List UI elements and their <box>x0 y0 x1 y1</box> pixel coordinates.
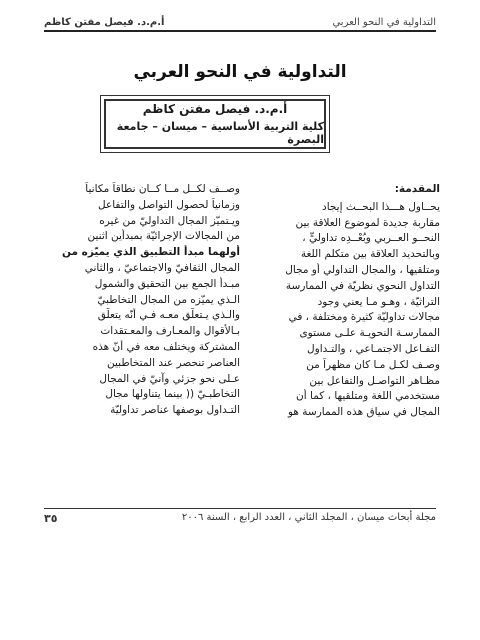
body-line: العناصر تنحصر عند المتخاطبين <box>106 356 240 369</box>
body-line: الممارسـة النحويـة علـى مستوى <box>299 327 440 340</box>
body-line: عـلى نحو جزئي وآنيّ في المجال <box>99 372 240 385</box>
left-column <box>48 182 240 419</box>
body-line: ومتلقيها ، والمجال التداولي أو مجال <box>285 263 440 276</box>
body-line: وبالتحديد العلاقة بين متكلم اللغة <box>300 248 440 261</box>
body-line: مجالات تداوليّة كثيرة ومختلفة ، في <box>288 311 440 324</box>
body-line: والـذي يـتعلّق معـه فـي أنّه يتعلّق <box>97 309 240 322</box>
body-line: مبـدأ الجمع بين التحقيق والشمول <box>94 277 240 290</box>
body-line: النحــو العــربي وبُعْــدِه تداوليٍّ ، <box>302 232 440 245</box>
page-number: ٣٥ <box>44 512 58 525</box>
body-line: التداول النحوي نظريّة في الممارسة <box>285 279 440 292</box>
author-affiliation: كلية التربية الأساسية – ميسان – جامعة البصرة <box>116 120 324 146</box>
body-line: الـذي يميّزه من المجال التخاطبيّ <box>97 293 240 306</box>
page-footer <box>44 508 436 525</box>
author-name: أ.م.د. فيصل مفتن كاظم <box>142 102 288 116</box>
body-line: المجال الثقافيّ والاجتماعيّ ، والثاني <box>84 261 240 274</box>
body-line: وصـف لكـل مـا كان مظهراً من <box>306 358 440 371</box>
body-line: من المجالات الإجرائيّة بمبدأين اثنين <box>87 230 240 243</box>
body-line: التفـاعل الاجتمـاعي ، والتـداول <box>307 342 440 355</box>
body-line: مستخدمي اللغة ومتلقيها ، كما أن <box>296 390 440 403</box>
body-line: مقاربة جديدة لموضوع العلاقة بين <box>295 216 440 229</box>
body-line: وزمانياً لحصول التواصل والتفاعل <box>98 198 240 211</box>
footer-citation: مجلة أبحاث ميسان ، المجلد الثاني ، العدد الرابع ، السنة ٢٠٠٦ <box>181 512 436 523</box>
body-line: مظـاهر التواصـل والتفاعل بين <box>309 374 440 387</box>
running-head <box>44 12 436 32</box>
body-line: التـداول بوصفها عناصر تداوليّة <box>110 404 240 417</box>
body-line: ويـتميّز المجال التداوليّ من غيره <box>99 214 240 227</box>
running-head-author: أ.م.د. فيصل مفتن كاظم <box>44 17 165 28</box>
body-line: المشتركة ويختلف معه في أنّ هذه <box>92 340 240 353</box>
body-line: أولهما مبدأ التطبيق الذي يميّزه من <box>62 246 240 259</box>
body-line: بـالأقوال والمعـارف والمعـتقدات <box>100 325 240 338</box>
body-line: التراثيّة ، وهـو مـا يعني وجود <box>317 295 440 308</box>
author-box-inner <box>104 99 326 149</box>
section-heading: المقدمة: <box>394 183 440 195</box>
author-box <box>100 95 330 153</box>
article-title: التداولية في النحو العربي <box>133 62 347 82</box>
body-line: يحــاول هـــذا البحــث إيجاد <box>322 200 440 213</box>
body-line: المجال في سياق هذه الممارسة هو <box>287 406 440 419</box>
body-line: وصــف لكــل مــا كــان نطاقاً مكانياً <box>85 183 240 195</box>
running-head-journal: التداولية في النحو العربي <box>332 17 436 28</box>
body-line: التخاطبـيّ (( بينما يتناولها مجال <box>105 388 240 401</box>
right-column <box>248 182 440 421</box>
